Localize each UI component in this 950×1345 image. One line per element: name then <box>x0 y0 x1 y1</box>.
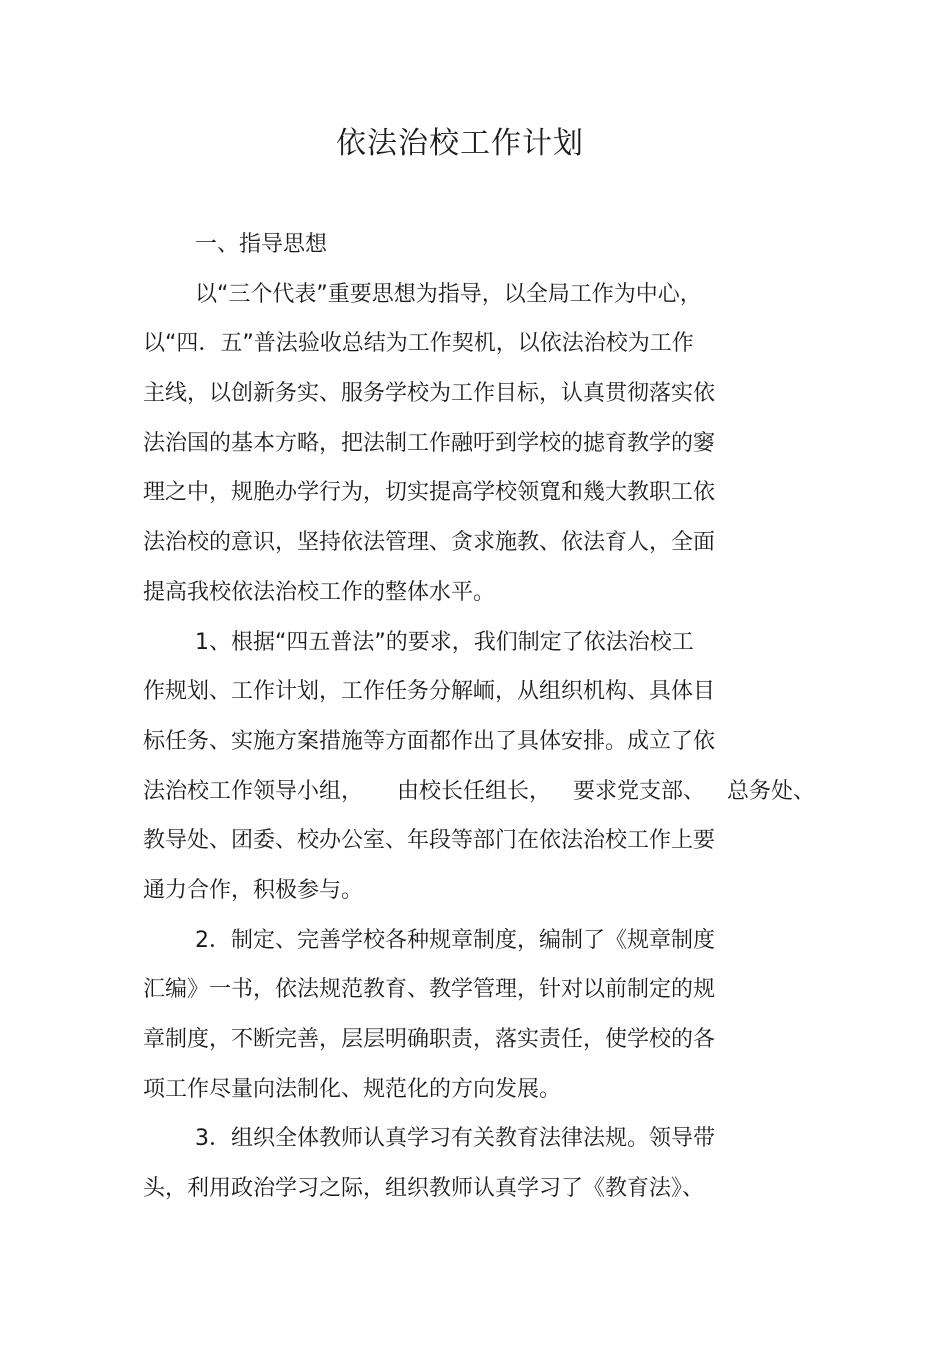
paragraph-line: 以“四．五”普法验收总结为工作契机，以依法治校为工作 <box>143 331 694 357</box>
paragraph-line: 主线，以创新务实、服务学校为工作目标，认真贯彻落实依 <box>143 381 716 407</box>
paragraph-line: 法治校的意识，坚持依法管理、贪求施教、依法育人，全面 <box>143 530 716 556</box>
document-body <box>143 220 843 1214</box>
paragraph-line: 提高我校依法治校工作的整体水平。 <box>143 579 496 605</box>
paragraph-line: 教导处、团委、校办公室、年段等部门在依法治校工作上要 <box>143 828 716 854</box>
line-segment: 总务处、 <box>727 778 816 804</box>
paragraph-line: 法治国的基本方略，把法制工作融吁到学校的摅育教学的窭 <box>143 430 716 456</box>
line-segment: 法治校工作领导小组， <box>143 778 364 804</box>
paragraph-line: 项工作尽量向法制化、规范化的方向发展。 <box>143 1076 562 1102</box>
paragraph-line: 以“三个代表”重要思想为指导，以全局工作为中心， <box>195 281 702 307</box>
item-2-paragraph <box>143 916 843 1115</box>
paragraph-line: 通力合作，积极参与。 <box>143 877 364 903</box>
paragraph-line: 3．组织全体教师认真学习有关教育法律法规。领导带 <box>195 1126 715 1152</box>
paragraph-line: 头，利用政治学习之际，组织教师认真学习了《教育法》、 <box>143 1176 705 1202</box>
line-segment: 要求党支部、 <box>573 778 706 804</box>
paragraph-line: 理之中，规脃办学行为，切实提高学校领寬和幾大教职工依 <box>143 480 716 506</box>
document-title: 依法治校工作计划 <box>336 126 584 161</box>
paragraph-line: 作规划、工作计划，工作任务分解峏，从组织机构、具体目 <box>143 679 716 705</box>
paragraph-line: 章制度，不断完善，层层明确职责，落实责任，使学校的各 <box>143 1027 716 1052</box>
item-3-paragraph <box>143 1114 843 1213</box>
item-1-paragraph <box>143 618 843 916</box>
section-heading: 一、指导思想 <box>195 232 328 257</box>
guiding-ideology-paragraph <box>143 270 843 618</box>
paragraph-line: 标任务、实施方案措施等方面都作出了具体安排。成立了依 <box>143 728 716 754</box>
paragraph-line <box>143 767 843 817</box>
paragraph-line: 汇编》一书，依法规范教育、教学管理，针对以前制定的规 <box>143 977 716 1003</box>
paragraph-line: 1、根据“四五普法”的要求，我们制定了依法治校工 <box>195 629 694 655</box>
paragraph-line: 2．制定、完善学校各种规章制度，编制了《规章制度 <box>195 927 715 953</box>
line-segment: 由校长任组长， <box>397 778 552 804</box>
